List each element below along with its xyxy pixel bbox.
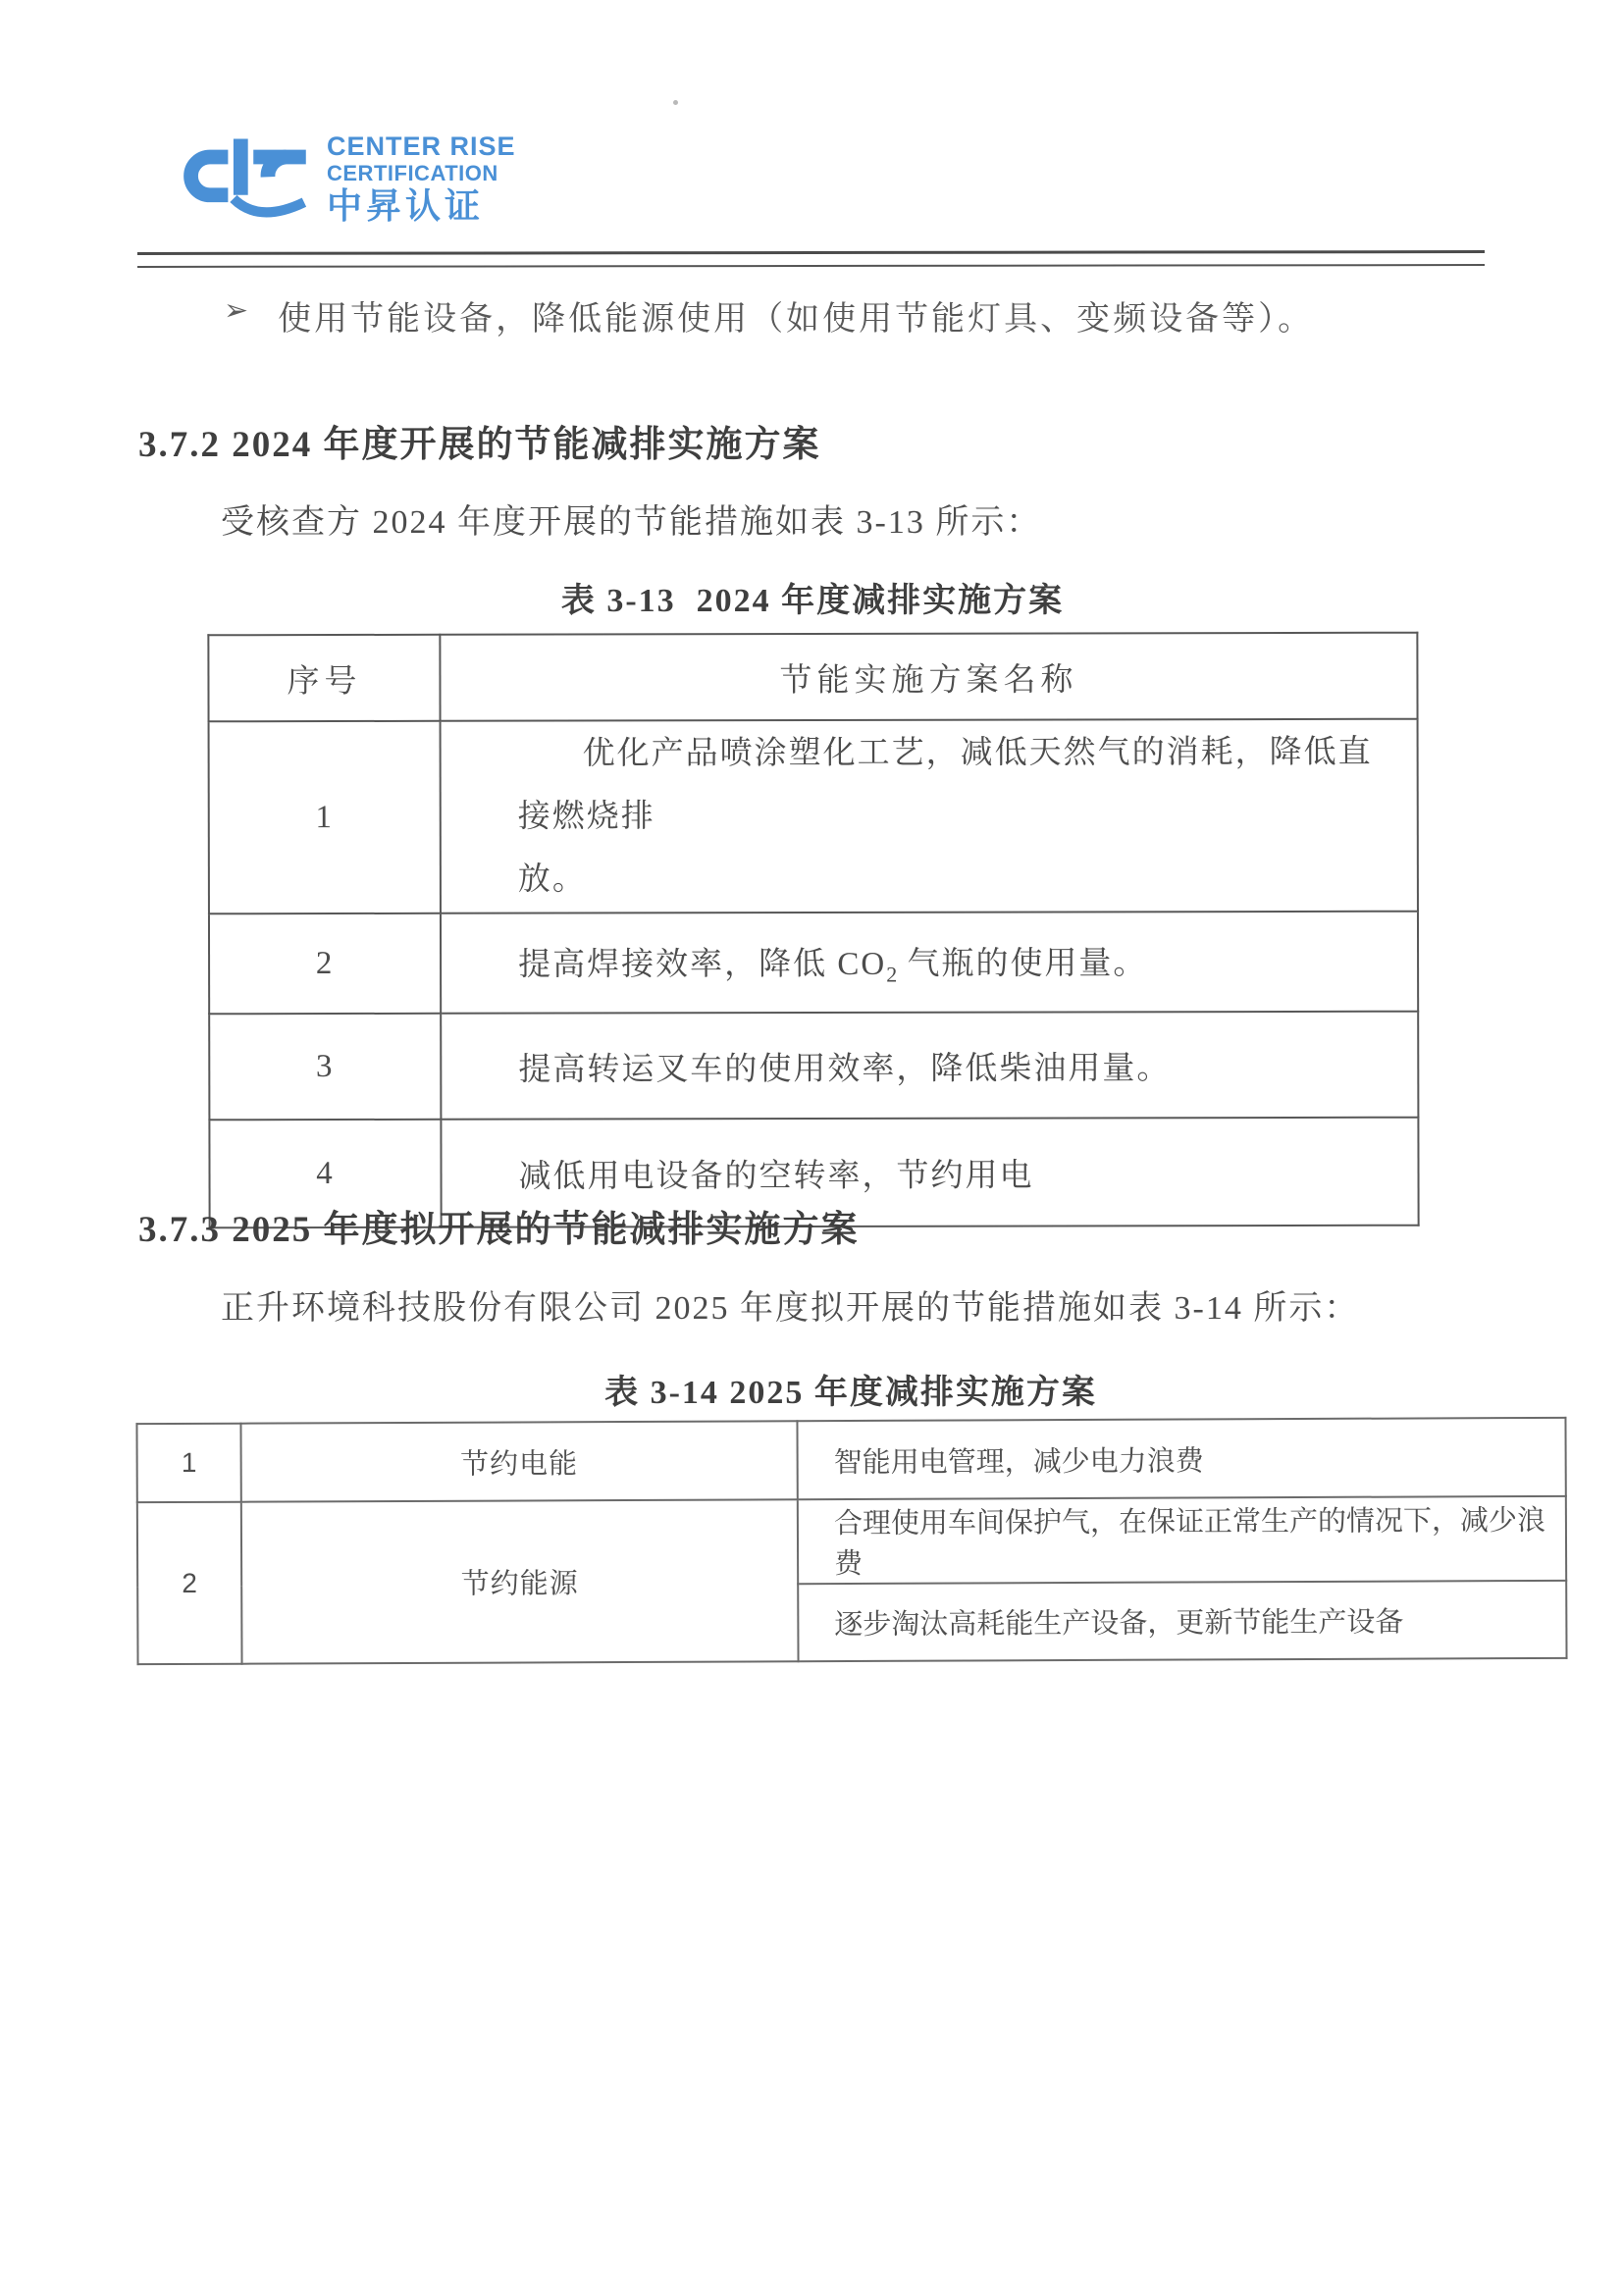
- desc-text-post: 气瓶的使用量。: [897, 945, 1148, 982]
- section-heading-372: 3.7.2 2024 年度开展的节能减排实施方案: [138, 425, 821, 465]
- desc-text-pre: 提高焊接效率，降低 CO: [518, 946, 887, 983]
- table-3-13: [207, 632, 1419, 1229]
- row-category-cell: 节约能源: [241, 1499, 799, 1663]
- arrow-bullet-icon: ➢: [224, 293, 249, 328]
- row-desc-cell: [441, 912, 1418, 1014]
- table-3-13-caption: 表 3-13 2024 年度减排实施方案: [560, 583, 1065, 619]
- section-heading-373: 3.7.3 2025 年度拟开展的节能减排实施方案: [138, 1210, 860, 1250]
- logo-text-chinese: 中昇认证: [327, 185, 485, 226]
- row-number-cell: 2: [209, 913, 441, 1014]
- crc-logo-icon: [172, 133, 317, 228]
- row-desc-cell: 减低用电设备的空转率，节约用电: [441, 1118, 1418, 1227]
- table-row: [137, 1496, 1566, 1587]
- bullet-item: [224, 291, 1314, 339]
- desc-line-1: 优化产品喷涂塑化工艺，减低天然气的消耗，降低直接燃烧排: [517, 734, 1373, 835]
- header-divider: [137, 250, 1485, 268]
- row-desc-cell: [441, 719, 1418, 913]
- table-3-13-container: [207, 632, 1419, 1229]
- logo-wordmark: [327, 133, 516, 224]
- section-paragraph-373: 正升环境科技股份有限公司 2025 年度拟开展的节能措施如表 3-14 所示：: [221, 1290, 1360, 1327]
- row-category-cell: 节约电能: [240, 1421, 797, 1501]
- logo-text-certification: CERTIFICATION: [327, 161, 498, 185]
- row-desc-cell: 提高转运叉车的使用效率，降低柴油用量。: [441, 1012, 1418, 1120]
- row-measure-cell: 合理使用车间保护气，在保证正常生产的情况下，减少浪费: [798, 1496, 1566, 1584]
- table-3-14: [135, 1417, 1567, 1665]
- bullet-text: 使用节能设备，降低能源使用（如使用节能灯具、变频设备等）。: [278, 301, 1315, 338]
- table-row: [209, 912, 1418, 1015]
- row-number-cell: 3: [209, 1014, 441, 1120]
- desc-line-2: 放。: [517, 861, 587, 898]
- row-number-cell: 2: [137, 1502, 242, 1664]
- table-row: [209, 1012, 1418, 1121]
- co2-subscript: 2: [886, 962, 898, 987]
- table-row: [209, 719, 1418, 914]
- table-3-14-caption: 表 3-14 2025 年度减排实施方案: [604, 1375, 1097, 1411]
- scan-speck: [673, 100, 678, 105]
- table-3-14-container: [135, 1417, 1567, 1665]
- row-number-cell: 4: [209, 1120, 441, 1227]
- header-cell-name: 节能实施方案名称: [440, 633, 1417, 721]
- section-paragraph-372: 受核查方 2024 年度开展的节能措施如表 3-13 所示：: [221, 504, 1042, 541]
- row-number-cell: 1: [136, 1424, 240, 1502]
- row-measure-cell: 智能用电管理，减少电力浪费: [797, 1418, 1565, 1499]
- logo: [172, 133, 516, 228]
- header-cell-no: 序号: [208, 635, 440, 721]
- table-3-13-header-row: [208, 633, 1417, 722]
- table-row: [136, 1418, 1565, 1502]
- row-measure-cell: 逐步淘汰高耗能生产设备，更新节能生产设备: [798, 1581, 1566, 1661]
- row-number-cell: 1: [209, 721, 441, 913]
- logo-text-center-rise: CENTER RISE: [327, 131, 516, 161]
